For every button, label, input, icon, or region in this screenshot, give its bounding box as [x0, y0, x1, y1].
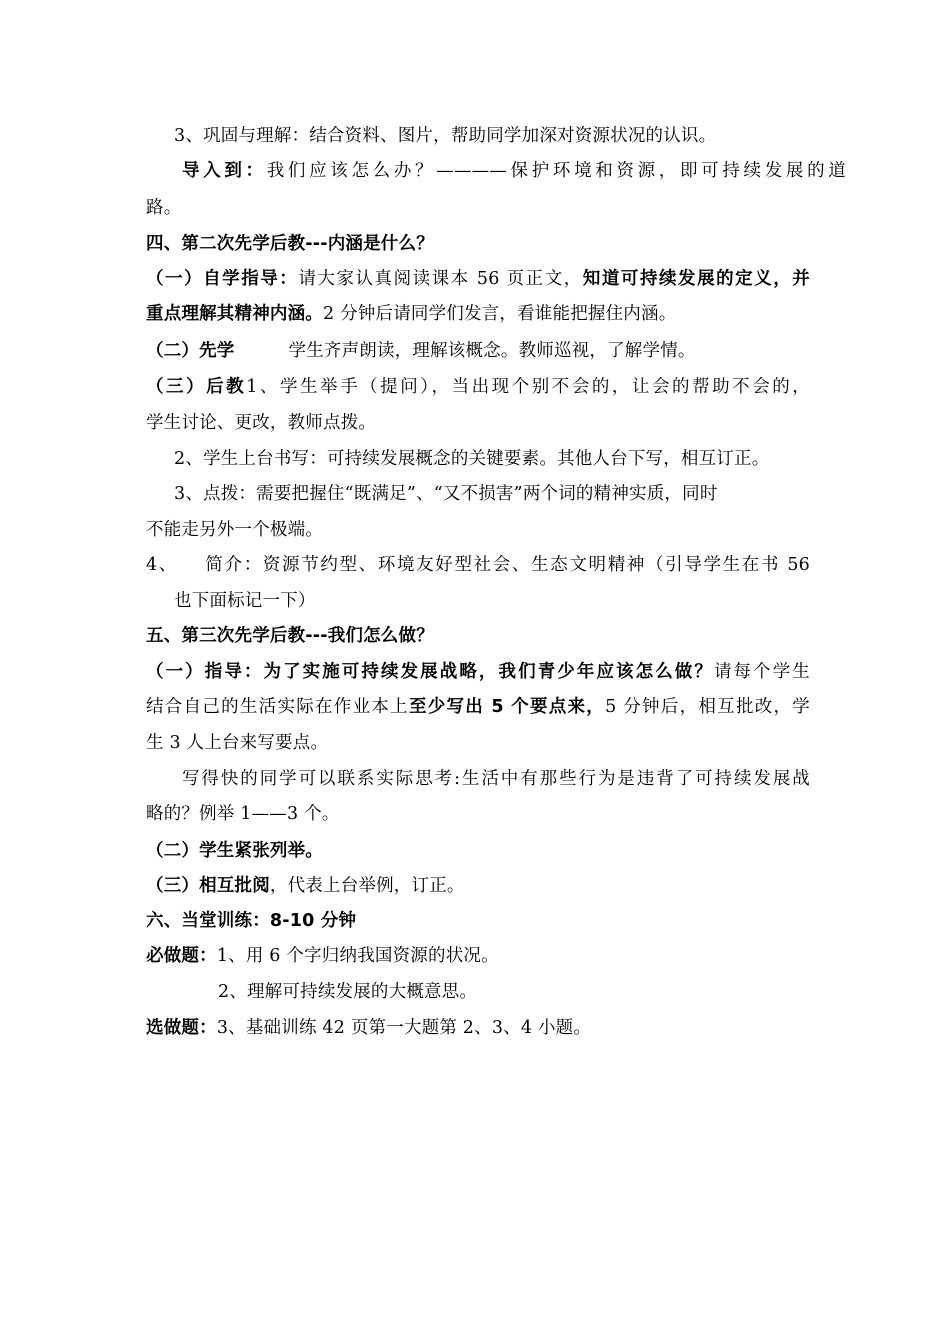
bold-label: 必做题：: [146, 946, 217, 966]
section-heading-4: [146, 232, 810, 256]
paragraph-point-3: [174, 482, 810, 506]
text: 不能走另外一个极端。: [146, 520, 323, 540]
bold-label: （三）后教: [146, 377, 247, 397]
bold-label: （一）指导：为了实施可持续发展战略，我们青少年应该怎么做？: [146, 662, 714, 682]
paragraph-lead-in: [182, 159, 846, 183]
paragraph-point-2: [174, 447, 838, 471]
paragraph-guidance-cont: [146, 695, 810, 719]
paragraph-fast-writers: [182, 767, 810, 791]
paragraph-guidance: [146, 660, 810, 684]
text: 3、基础训练 42 页第一大题第 2、3、4 小题。: [216, 1018, 592, 1038]
list-number: 4、: [146, 555, 178, 575]
paragraph-consolidate: [174, 124, 838, 148]
text: ，代表上台举例，订正。: [269, 876, 465, 896]
section-heading-6: [146, 909, 810, 933]
paragraph-point-3-cont: [146, 518, 810, 542]
text: 学生齐声朗读，理解该概念。教师巡视，了解学情。: [288, 341, 696, 361]
paragraph-guidance-end: [146, 731, 810, 755]
paragraph-fast-writers-cont: [146, 802, 810, 826]
heading-text: 四、第二次先学后教---内涵是什么？: [146, 234, 434, 254]
paragraph-optional: [146, 1016, 810, 1040]
bold-text: 知道可持续发展的定义，并: [582, 269, 810, 289]
bold-label: （三）相互批阅: [146, 876, 270, 896]
text: 写得快的同学可以联系实际思考:生活中有那些行为是违背了可持续发展战: [182, 769, 810, 789]
text: 2、学生上台书写：可持续发展概念的关键要素。其他人台下写，相互订正。: [174, 449, 770, 469]
paragraph-teach-after-cont: [146, 411, 810, 435]
text: 略的？例举 1——3 个。: [146, 804, 340, 824]
heading-text: 五、第三次先学后教---我们怎么做？: [146, 626, 434, 646]
paragraph-required-2: [218, 980, 882, 1004]
paragraph-self-study: [146, 267, 810, 291]
bold-text: （二）学生紧张列举。: [146, 841, 323, 861]
paragraph-required: [146, 944, 810, 968]
text: 简介：资源节约型、环境友好型社会、生态文明精神（引导学生在书 56: [203, 555, 810, 575]
heading-text: 六、当堂训练：8-10 分钟: [146, 911, 357, 931]
bold-text: 重点理解其精神内涵。: [146, 304, 323, 324]
paragraph-mutual-review: [146, 874, 810, 898]
text: 3、巩固与理解：结合资料、图片，帮助同学加深对资源状况的认识。: [174, 126, 717, 146]
text: 生 3 人上台来写要点。: [146, 733, 329, 753]
text: 路。: [146, 198, 182, 218]
text: 也下面标记一下）: [174, 591, 316, 611]
bold-label: 导入到：: [182, 161, 267, 181]
paragraph-learn-first: [146, 339, 810, 363]
paragraph-point-4-cont: [174, 589, 838, 613]
text: 5 分钟后，相互批改，学: [605, 697, 810, 717]
bold-label: 选做题：: [146, 1018, 217, 1038]
text: 3、点拨：需要把握住“既满足”、“又不损害”两个词的精神实质，同时: [174, 484, 718, 504]
bold-text: 至少写出 5 个要点来，: [408, 697, 606, 717]
text: 学生讨论、更改，教师点拨。: [146, 413, 377, 433]
text: 2、理解可持续发展的大概意思。: [218, 982, 478, 1002]
text: 请每个学生: [713, 662, 810, 682]
section-heading-5: [146, 624, 810, 648]
paragraph-self-study-cont: [146, 302, 810, 326]
paragraph-teach-after: [146, 375, 810, 399]
paragraph-lead-in-cont: [146, 196, 810, 220]
text: 请大家认真阅读课本 56 页正文，: [298, 269, 583, 289]
text: 我们应该怎么办？————保护环境和资源，即可持续发展的道: [266, 161, 846, 181]
bold-label: （二）先学: [146, 341, 235, 361]
text: 1、用 6 个字归纳我国资源的状况。: [216, 946, 499, 966]
text: 1、学生举手（提问），当出现个别不会的，让会的帮助不会的，: [246, 377, 810, 397]
text: 2 分钟后请同学们发言，看谁能把握住内涵。: [323, 304, 677, 324]
text: 结合自己的生活实际在作业本上: [146, 697, 409, 717]
paragraph-point-4: [146, 553, 810, 577]
paragraph-students-list: [146, 839, 810, 863]
bold-label: （一）自学指导：: [146, 269, 299, 289]
